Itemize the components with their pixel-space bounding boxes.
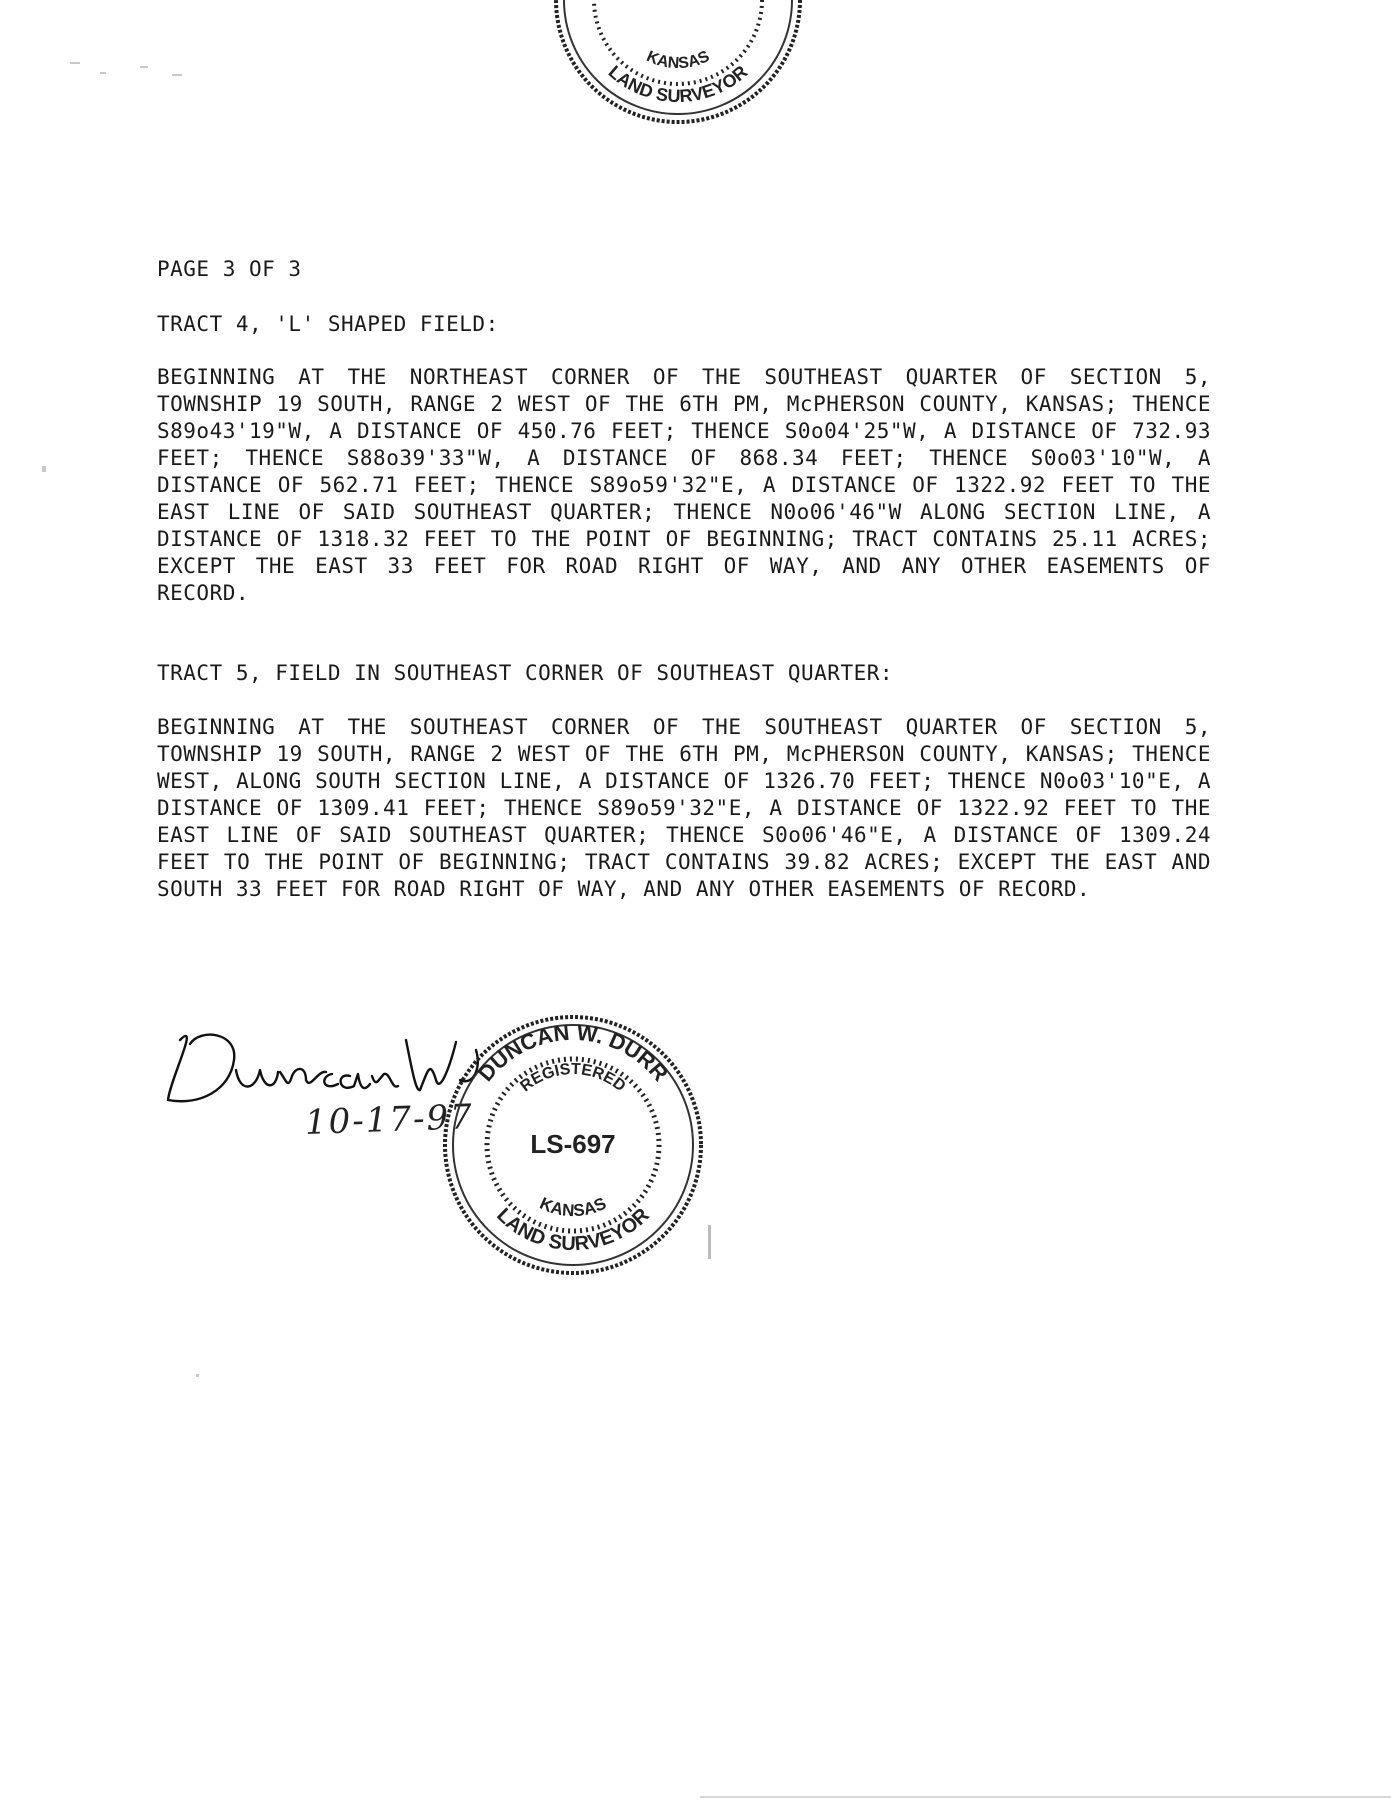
surveyor-seal-bottom [438, 1010, 708, 1280]
seal-license-number: LS-697 [530, 1129, 616, 1159]
scan-speck [708, 1225, 711, 1259]
seal-name-text: DUNCAN W. DURR [472, 1019, 674, 1087]
tract-5-description: BEGINNING AT THE SOUTHEAST CORNER OF THE SOUTHEAST QUARTER OF SECTION 5, TOWNSHIP 19 SOUTH, RANGE 2 WEST OF THE 6TH PM, McPHERSON COUNTY, KANSAS; THENCE WEST, ALONG SOUTH SECTION LINE, A DISTANCE OF 1326.70 FEET; THENCE N0o03'10"E, A DISTANCE OF 1309.41 FEET; THENCE S89o59'32"E, A DISTANCE OF 1322.92 FEET TO THE EAST LINE OF SAID SOUTHEAST QUARTER; THENCE S0o06'46"E, A DISTANCE OF 1309.24 FEET TO THE POINT OF BEGINNING; TRACT CONTAINS 39.82 ACRES; EXCEPT THE EAST AND SOUTH 33 FEET FOR ROAD RIGHT OF WAY, AND ANY OTHER EASEMENTS OF RECORD. [157, 715, 1211, 901]
signature-date: 10-17-97 [304, 1097, 475, 1143]
scan-speck [42, 466, 46, 472]
scan-speck [172, 74, 182, 76]
seal-state-text: KANSAS [536, 1193, 610, 1221]
tract-4-heading: TRACT 4, 'L' SHAPED FIELD: [157, 312, 499, 336]
svg-text:KANSAS [644, 48, 713, 72]
surveyor-seal-top [548, 0, 808, 130]
svg-text:KANSAS [537, 1194, 609, 1221]
scan-edge-line [700, 1796, 1391, 1798]
page-number: PAGE 3 OF 3 [157, 257, 302, 281]
seal-top-state-text: KANSAS [643, 48, 713, 73]
tract-5-heading: TRACT 5, FIELD IN SOUTHEAST CORNER OF SOUTHEAST QUARTER: [157, 661, 894, 685]
scan-speck [196, 1374, 199, 1377]
seal-top-surveyor-text: LAND SURVEYOR [604, 61, 752, 107]
tract-4-description: BEGINNING AT THE NORTHEAST CORNER OF THE SOUTHEAST QUARTER OF SECTION 5, TOWNSHIP 19 SOUTH, RANGE 2 WEST OF THE 6TH PM, McPHERSON COUNTY, KANSAS; THENCE S89o43'19"W, A DISTANCE OF 450.76 FEET; THENCE S0o04'25"W, A DISTANCE OF 732.93 FEET; THENCE S88o39'33"W, A DISTANCE OF 868.34 FEET; THENCE S0o03'10"W, A DISTANCE OF 562.71 FEET; THENCE S89o59'32"E, A DISTANCE OF 1322.92 FEET TO THE EAST LINE OF SAID SOUTHEAST QUARTER; THENCE N0o06'46"W ALONG SECTION LINE, A DISTANCE OF 1318.32 FEET TO THE POINT OF BEGINNING; TRACT CONTAINS 25.11 ACRES; EXCEPT THE EAST 33 FEET FOR ROAD RIGHT OF WAY, AND ANY OTHER EASEMENTS OF RECORD. [157, 365, 1211, 605]
seal-surveyor-text: LAND SURVEYOR [492, 1204, 654, 1256]
svg-text:REGISTERED [517, 1061, 628, 1095]
seal-registered-text: REGISTERED [517, 1060, 629, 1096]
scan-speck [100, 72, 106, 74]
scan-speck [140, 66, 148, 68]
scan-speck [70, 62, 80, 64]
